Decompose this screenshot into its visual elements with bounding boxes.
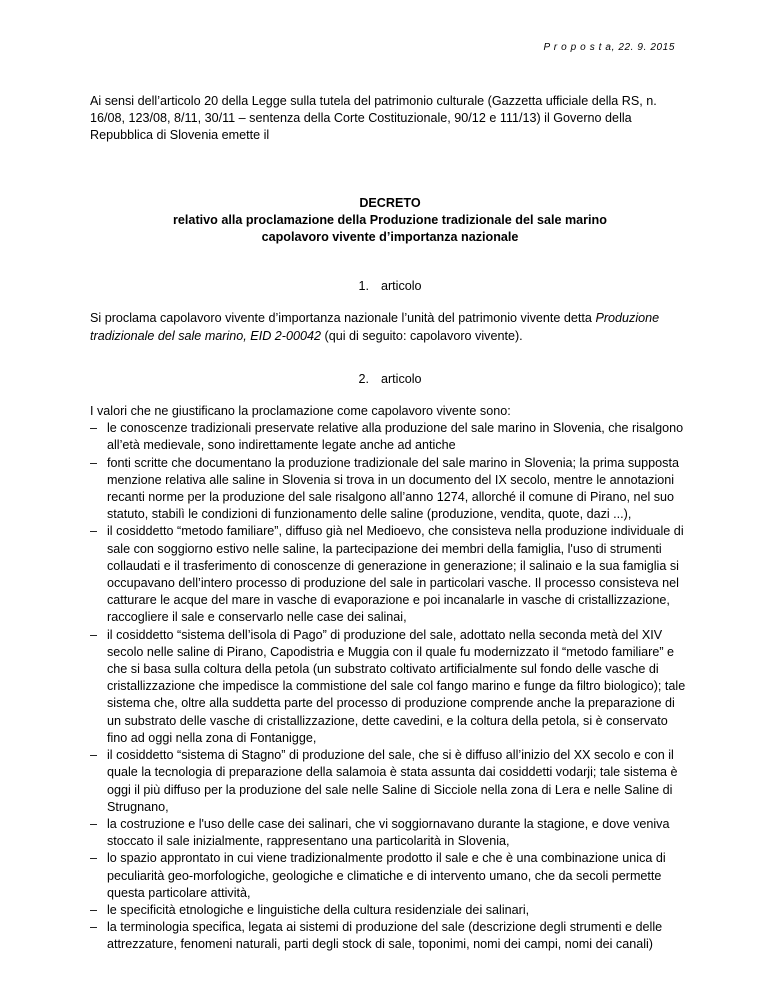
dash-bullet: – (90, 816, 98, 831)
article-2-number: 2. (358, 371, 369, 386)
list-item-text: la costruzione e l'uso delle case dei salinari, che vi soggiornavano durante la stagione, e dove veniva stoccato il sale inizialmente, rappresentano una particolarità in Slovenia, (107, 816, 670, 849)
list-item (90, 919, 690, 953)
decree-title-line-3: capolavoro vivente d’importanza nazionale (261, 230, 519, 245)
list-item (90, 902, 690, 919)
decree-title-line-2: relativo alla proclamazione della Produzione tradizionale del sale marino (173, 212, 607, 227)
article-1-text (90, 310, 690, 344)
article-1-text-start: Si proclama capolavoro vivente d’importanza nazionale l’unità del patrimonio vivente detta (90, 311, 596, 326)
dash-bullet: – (90, 920, 98, 935)
article-1-text-end: (qui di seguito: capolavoro vivente). (321, 328, 523, 343)
list-item-text: fonti scritte che documentano la produzione tradizionale del sale marino in Slovenia; la prima supposta menzione relativa alle saline in Slovenia si trova in un documento del IX secolo, mentre le annotazioni recanti norme per la produzione del sale risalgono all’anno 1274, allorché il comune di Pirano, nel suo statuto, stabilì le condizioni di funzionamento delle saline (produzione, vendita, quote, dazi ...), (107, 455, 679, 522)
list-item-text: il cosiddetto “sistema di Stagno” di produzione del sale, che si è diffuso all’inizio del XX secolo e con il quale la tecnologia di preparazione della salamoia è stata assunta dai cosiddetti vodarji; tale sistema è oggi il più diffuso per la produzione del sale nelle Saline di Sicciole nella zona di Lera e nelle Saline di Strugnano, (107, 748, 678, 814)
article-2-label: articolo (380, 371, 422, 386)
dash-bullet: – (90, 748, 98, 763)
list-item (90, 850, 690, 902)
list-item-text: le conoscenze tradizionali preservate relative alla produzione del sale marino in Slovenia, che risalgono all’età medievale, sono indirettamente legate anche ad antiche (107, 421, 684, 453)
values-list (90, 420, 690, 953)
dash-bullet: – (90, 902, 98, 917)
list-item (90, 747, 690, 816)
article-2-intro: I valori che ne giustificano la proclamazione come capolavoro vivente sono: (90, 404, 511, 419)
article-2-heading (90, 371, 690, 388)
dash-bullet: – (90, 524, 98, 539)
list-item (90, 627, 690, 747)
decree-title (90, 195, 690, 247)
list-item (90, 420, 690, 454)
list-item (90, 455, 690, 524)
list-item (90, 816, 690, 850)
document-body (90, 93, 690, 954)
list-item (90, 523, 690, 626)
list-item-text: il cosiddetto “sistema dell’isola di Pago” di produzione del sale, adottato nella seconda metà del XIV secolo nelle saline di Pirano, Capodistria e Muggia con il quale fu modernizzato il “metodo familiare” e che si basa sulla coltura della petola (un substrato coltivato artificialmente sul fondo delle vasche di cristallizzazione che impedisce la commistione del sale col fango marino e funge da filtro biologico); tale sistema che, oltre alla suddetta parte del processo di produzione comprende anche la preparazione di un substrato delle vasche di cristallizzazione, dette cavedini, e la coltura della petola, si è conservato fino ad oggi nella zona di Fontanigge, (107, 627, 686, 745)
dash-bullet: – (90, 851, 98, 866)
proposal-date: P r o p o s t a, 22. 9. 2015 (543, 42, 675, 53)
intro-paragraph: Ai sensi dell’articolo 20 della Legge sulla tutela del patrimonio culturale (Gazzetta ufficiale della RS, n. 16/08, 123/08, 8/11, 30/11 – sentenza della Corte Costituzionale, 90/12 e 111/13) il Governo della Repubblica di Slovenia emette il (90, 94, 657, 143)
article-1-label: articolo (380, 279, 422, 294)
decree-title-line-1: DECRETO (359, 195, 421, 210)
dash-bullet: – (90, 455, 98, 470)
article-1-text-italic: Produzione tradizionale del sale marino, EID 2-00042 (90, 311, 660, 343)
list-item-text: la terminologia specifica, legata ai sistemi di produzione del sale (descrizione degli strumenti e delle attrezzature, fenomeni naturali, parti degli stock di sale, toponimi, nomi dei campi, nomi dei canali) (107, 920, 663, 952)
list-item-text: il cosiddetto “metodo familiare”, diffuso già nel Medioevo, che consisteva nella produzione individuale di sale con soggiorno estivo nelle saline, la partecipazione dei membri della famiglia, l'uso di strumenti collaudati e il trasferimento di conoscenze di generazione in generazione; il salinaio e la sua famiglia si occupavano dell’intero processo di produzione del sale in particolari vasche. Il processo consisteva nel catturare le acque del mare in vasche di evaporazione e poi incanalarle in vasche di cristallizzazione, raccogliere il sale e conservarlo nelle case dei salinai, (107, 524, 684, 625)
article-1-heading (90, 278, 690, 295)
article-1-number: 1. (358, 279, 369, 294)
dash-bullet: – (90, 627, 98, 642)
dash-bullet: – (90, 421, 98, 436)
list-item-text: le specificità etnologiche e linguistiche della cultura residenziale dei salinari, (107, 902, 530, 917)
list-item-text: lo spazio approntato in cui viene tradizionalmente prodotto il sale e che è una combinazione unica di peculiarità geo-morfologiche, geologiche e climatiche e di intervento umano, che da secoli permette questa particolare attività, (107, 851, 666, 900)
